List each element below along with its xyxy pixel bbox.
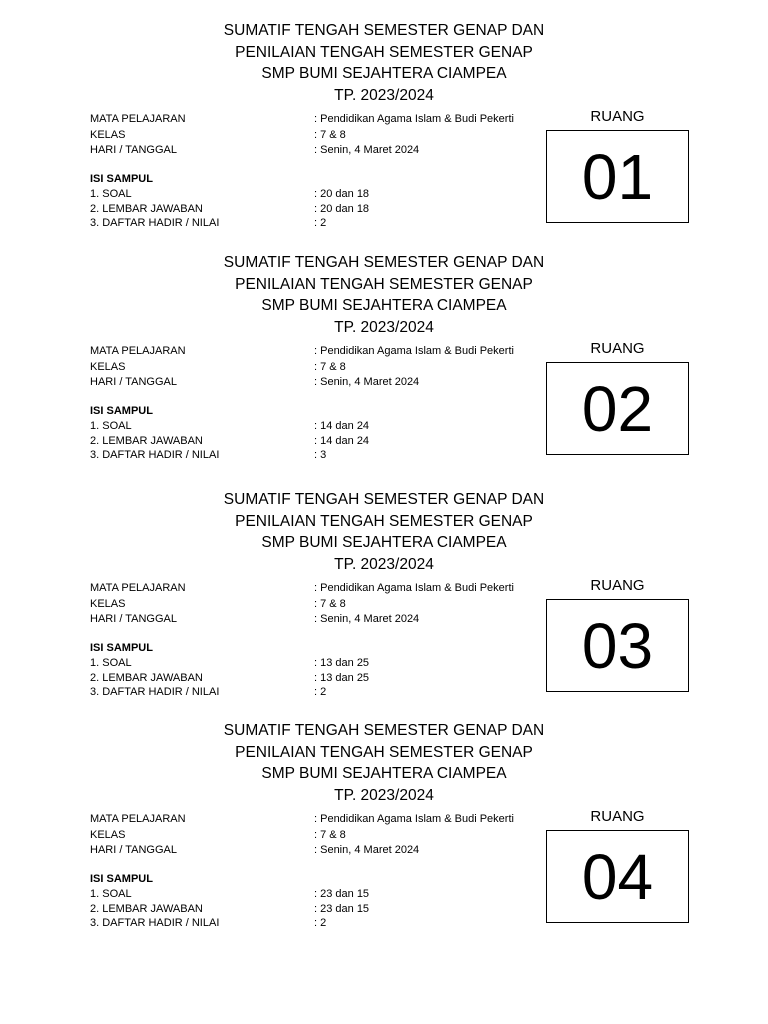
section-title — [0, 720, 768, 807]
isi-sampul-heading: ISI SAMPUL — [90, 642, 153, 654]
daftar-hadir-label: 3. DAFTAR HADIR / NILAI — [90, 217, 220, 229]
kelas-label: KELAS — [90, 598, 126, 610]
kelas-value: : 7 & 8 — [314, 361, 346, 373]
kelas-value: : 7 & 8 — [314, 829, 346, 841]
soal-value: : 13 dan 25 — [314, 657, 370, 669]
kelas-value: : 7 & 8 — [314, 129, 346, 141]
section-title — [0, 489, 768, 576]
mata-pelajaran-value: : Pendidikan Agama Islam & Budi Pekerti — [314, 345, 514, 357]
isi-sampul-heading: ISI SAMPUL — [90, 873, 153, 885]
lembar-jawaban-value: : 20 dan 18 — [314, 203, 370, 215]
title-line-2: PENILAIAN TENGAH SEMESTER GENAP — [235, 743, 533, 761]
soal-value: : 20 dan 18 — [314, 188, 370, 200]
title-line-3: SMP BUMI SEJAHTERA CIAMPEA — [261, 297, 507, 315]
kelas-value: : 7 & 8 — [314, 598, 346, 610]
title-line-2: PENILAIAN TENGAH SEMESTER GENAP — [235, 512, 533, 530]
hari-tanggal-label: HARI / TANGGAL — [90, 613, 178, 625]
hari-tanggal-label: HARI / TANGGAL — [90, 144, 178, 156]
section-title — [0, 252, 768, 339]
title-line-1: SUMATIF TENGAH SEMESTER GENAP DAN — [223, 491, 545, 508]
title-line-2: PENILAIAN TENGAH SEMESTER GENAP — [235, 43, 533, 61]
label-section-3 — [0, 489, 768, 721]
label-section-1 — [0, 20, 768, 252]
daftar-hadir-label: 3. DAFTAR HADIR / NILAI — [90, 449, 220, 461]
title-line-3: SMP BUMI SEJAHTERA CIAMPEA — [261, 65, 507, 83]
title-line-1: SUMATIF TENGAH SEMESTER GENAP DAN — [223, 254, 545, 271]
title-line-3: SMP BUMI SEJAHTERA CIAMPEA — [261, 534, 507, 552]
lembar-jawaban-label: 2. LEMBAR JAWABAN — [90, 203, 203, 215]
kelas-label: KELAS — [90, 129, 126, 141]
title-line-2: PENILAIAN TENGAH SEMESTER GENAP — [235, 275, 533, 293]
ruang-label: RUANG — [590, 340, 645, 357]
lembar-jawaban-value: : 13 dan 25 — [314, 672, 370, 684]
kelas-label: KELAS — [90, 829, 126, 841]
soal-label: 1. SOAL — [90, 657, 132, 669]
title-line-4: TP. 2023/2024 — [334, 787, 434, 805]
lembar-jawaban-value: : 14 dan 24 — [314, 435, 370, 447]
mata-pelajaran-value: : Pendidikan Agama Islam & Budi Pekerti — [314, 113, 514, 125]
kelas-label: KELAS — [90, 361, 126, 373]
daftar-hadir-value: : 2 — [314, 217, 327, 229]
daftar-hadir-value: : 2 — [314, 686, 327, 698]
hari-tanggal-value: : Senin, 4 Maret 2024 — [314, 376, 420, 388]
lembar-jawaban-value: : 23 dan 15 — [314, 903, 370, 915]
daftar-hadir-value: : 2 — [314, 917, 327, 929]
ruang-number-box: 01 — [546, 130, 689, 223]
ruang-label: RUANG — [590, 808, 645, 825]
title-line-4: TP. 2023/2024 — [334, 556, 434, 574]
ruang-number-box: 02 — [546, 362, 689, 455]
hari-tanggal-value: : Senin, 4 Maret 2024 — [314, 144, 420, 156]
mata-pelajaran-label: MATA PELAJARAN — [90, 813, 186, 825]
ruang-label: RUANG — [590, 108, 645, 125]
soal-label: 1. SOAL — [90, 420, 132, 432]
ruang-number-box: 03 — [546, 599, 689, 692]
soal-label: 1. SOAL — [90, 188, 132, 200]
isi-sampul-heading: ISI SAMPUL — [90, 405, 153, 417]
daftar-hadir-value: : 3 — [314, 449, 327, 461]
label-section-2 — [0, 252, 768, 484]
title-line-4: TP. 2023/2024 — [334, 87, 434, 105]
soal-value: : 14 dan 24 — [314, 420, 370, 432]
isi-sampul-heading: ISI SAMPUL — [90, 173, 153, 185]
title-line-1: SUMATIF TENGAH SEMESTER GENAP DAN — [223, 722, 545, 739]
daftar-hadir-label: 3. DAFTAR HADIR / NILAI — [90, 917, 220, 929]
soal-label: 1. SOAL — [90, 888, 132, 900]
hari-tanggal-label: HARI / TANGGAL — [90, 376, 178, 388]
ruang-label: RUANG — [590, 577, 645, 594]
title-line-1: SUMATIF TENGAH SEMESTER GENAP DAN — [223, 22, 545, 39]
mata-pelajaran-value: : Pendidikan Agama Islam & Budi Pekerti — [314, 582, 514, 594]
lembar-jawaban-label: 2. LEMBAR JAWABAN — [90, 903, 203, 915]
mata-pelajaran-value: : Pendidikan Agama Islam & Budi Pekerti — [314, 813, 514, 825]
lembar-jawaban-label: 2. LEMBAR JAWABAN — [90, 672, 203, 684]
mata-pelajaran-label: MATA PELAJARAN — [90, 582, 186, 594]
soal-value: : 23 dan 15 — [314, 888, 370, 900]
section-title — [0, 20, 768, 107]
label-section-4 — [0, 720, 768, 952]
title-line-3: SMP BUMI SEJAHTERA CIAMPEA — [261, 765, 507, 783]
hari-tanggal-label: HARI / TANGGAL — [90, 844, 178, 856]
lembar-jawaban-label: 2. LEMBAR JAWABAN — [90, 435, 203, 447]
mata-pelajaran-label: MATA PELAJARAN — [90, 113, 186, 125]
hari-tanggal-value: : Senin, 4 Maret 2024 — [314, 844, 420, 856]
title-line-4: TP. 2023/2024 — [334, 319, 434, 337]
mata-pelajaran-label: MATA PELAJARAN — [90, 345, 186, 357]
hari-tanggal-value: : Senin, 4 Maret 2024 — [314, 613, 420, 625]
ruang-number-box: 04 — [546, 830, 689, 923]
daftar-hadir-label: 3. DAFTAR HADIR / NILAI — [90, 686, 220, 698]
